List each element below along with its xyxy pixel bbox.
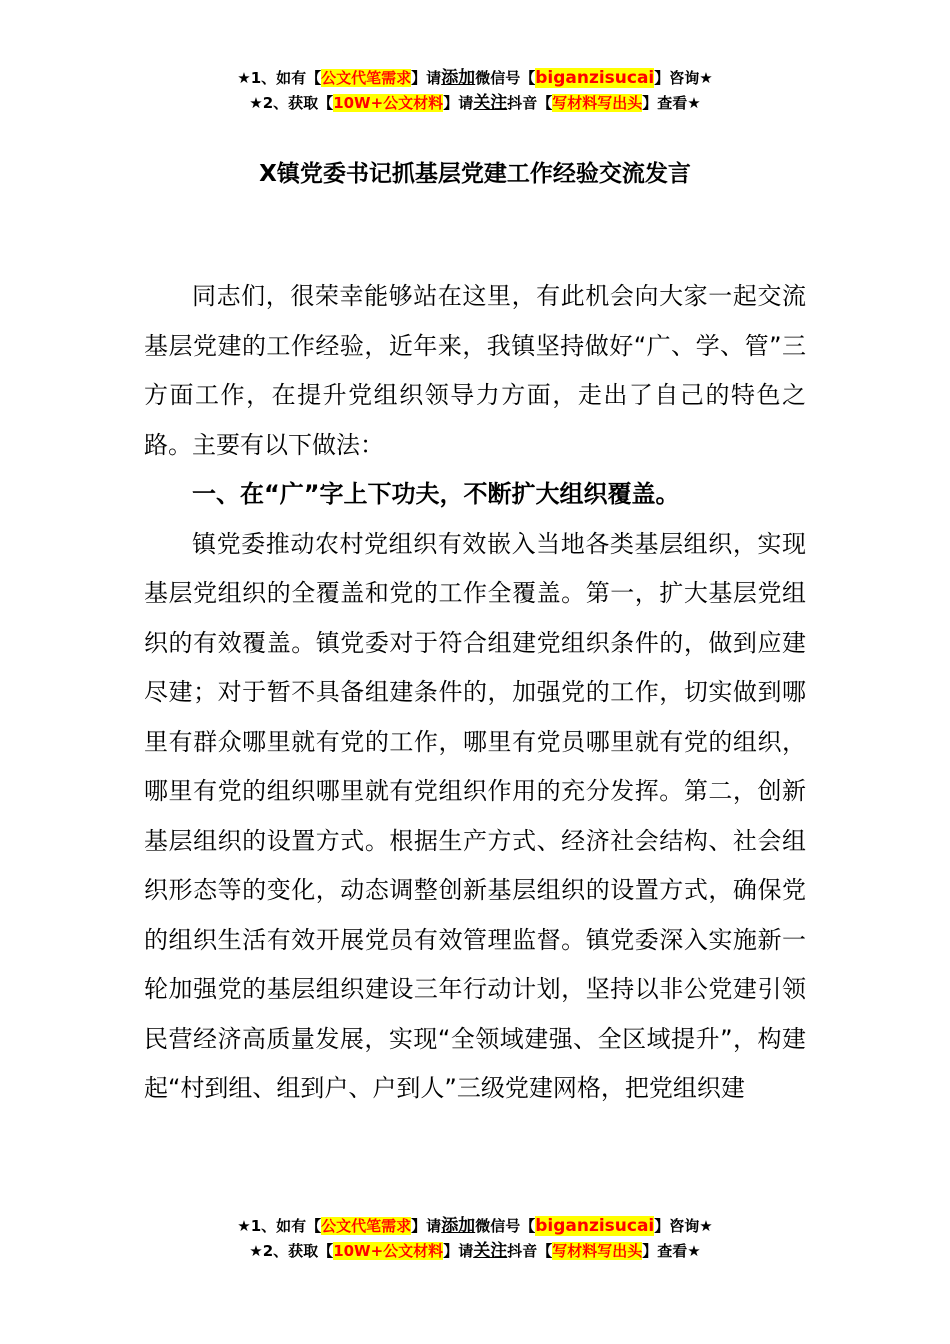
paragraph-section-1: 镇党委推动农村党组织有效嵌入当地各类基层组织，实现基层党组织的全覆盖和党的工作全覆盖。第一，扩大基层党组织的有效覆盖。镇党委对于符合组建党组织条件的，做到应建尽建；对于暂不具备组建条件的，加强党的工作，切实做到哪里有群众哪里就有党的工作，哪里有党员哪里就有党的组织，哪里有党的组织哪里就有党组织作用的充分发挥。第二，创新基层组织的设置方式。根据生产方式、经济社会结构、社会组织形态等的变化，动态调整创新基层组织的设置方式，确保党的组织生活有效开展党员有效管理监督。镇党委深入实施新一轮加强党的基层组织建设三年行动计划，坚持以非公党建引领民营经济高质量发展，实现“全领域建强、全区域提升”，构建起“村到组、组到户、户到人”三级党建网格，把党组织建: [144, 529, 806, 1102]
banner-emphasis: 添加: [441, 1216, 476, 1236]
document-title: X镇党委书记抓基层党建工作经验交流发言: [259, 161, 691, 187]
banner-highlight: 10W+公文材料: [333, 1242, 444, 1260]
banner-line-2: [0, 1239, 950, 1264]
banner-wechat-id: biganzisucai: [535, 68, 655, 88]
banner-text: 微信号【: [475, 1217, 536, 1235]
banner-wechat-id: biganzisucai: [535, 1216, 655, 1236]
banner-text: ★1、如有【: [237, 69, 322, 87]
banner-text: ★1、如有【: [237, 1217, 322, 1235]
banner-text: ★2、获取【: [249, 94, 334, 112]
document-body: [144, 272, 806, 1114]
banner-emphasis: 关注: [473, 1241, 508, 1261]
banner-text: 】请: [411, 69, 442, 87]
banner-text: 】查看★: [642, 1242, 701, 1260]
banner-highlight: 公文代笔需求: [321, 1217, 412, 1235]
banner-text: 抖音【: [507, 1242, 553, 1260]
banner-text: 】咨询★: [654, 69, 713, 87]
banner-highlight: 写材料写出头: [552, 94, 643, 112]
banner-highlight: 公文代笔需求: [321, 69, 412, 87]
banner-text: ★2、获取【: [249, 1242, 334, 1260]
banner-text: 】咨询★: [654, 1217, 713, 1235]
banner-line-1: [0, 66, 950, 91]
header-banner: [0, 66, 950, 116]
banner-highlight: 写材料写出头: [552, 1242, 643, 1260]
footer-banner: [0, 1214, 950, 1264]
banner-text: 】请: [443, 94, 474, 112]
banner-text: 微信号【: [475, 69, 536, 87]
banner-text: 抖音【: [507, 94, 553, 112]
banner-text: 】查看★: [642, 94, 701, 112]
banner-line-2: [0, 91, 950, 116]
section-heading: 一、在“广”字上下功夫，不断扩大组织覆盖。: [192, 480, 680, 508]
banner-text: 】请: [443, 1242, 474, 1260]
paragraph-intro: 同志们，很荣幸能够站在这里，有此机会向大家一起交流基层党建的工作经验，近年来，我镇坚持做好“广、学、管”三方面工作，在提升党组织领导力方面，走出了自己的特色之路。主要有以下做法：: [144, 282, 806, 459]
banner-text: 】请: [411, 1217, 442, 1235]
banner-emphasis: 添加: [441, 68, 476, 88]
banner-highlight: 10W+公文材料: [333, 94, 444, 112]
banner-emphasis: 关注: [473, 93, 508, 113]
banner-line-1: [0, 1214, 950, 1239]
